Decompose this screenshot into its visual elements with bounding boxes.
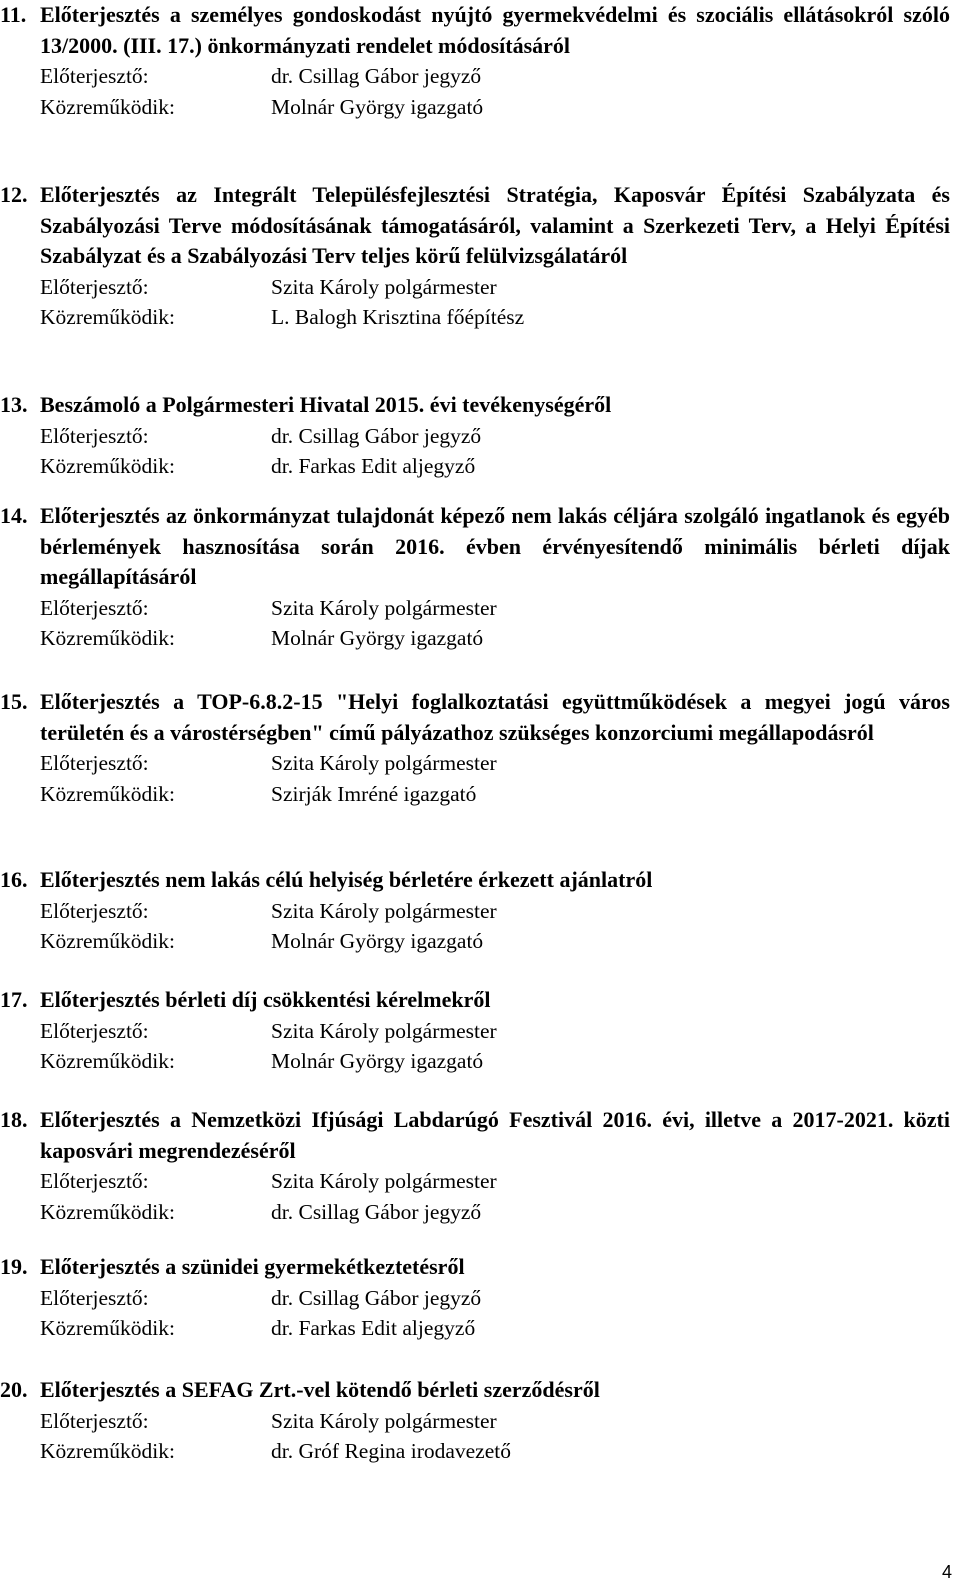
contributor-value: dr. Gróf Regina irodavezető (271, 1439, 511, 1463)
contributor-row (0, 451, 950, 482)
contributor-row (0, 1436, 950, 1467)
contributor-label: Közreműködik: (40, 1199, 175, 1224)
agenda-item-number: 19. (0, 1254, 28, 1279)
presenter-label: Előterjesztő: (40, 64, 149, 88)
contributor-label: Közreműködik: (40, 626, 175, 650)
contributor-value: dr. Farkas Edit aljegyző (271, 1316, 476, 1340)
presenter-value: dr. Csillag Gábor jegyző (271, 1285, 482, 1310)
presenter-label: Előterjesztő: (40, 751, 149, 775)
agenda-item-title: 16. Előterjesztés nem lakás célú helyiség bérletére érkezett ajánlatról (0, 865, 950, 896)
agenda-item-number: 16. (0, 867, 28, 892)
contributor-value: Szirják Imréné igazgató (271, 781, 477, 806)
presenter-row (0, 1283, 950, 1314)
contributor-row (0, 92, 950, 123)
contributor-row (0, 302, 950, 333)
agenda-item-title: 19. Előterjesztés a szünidei gyermekétkeztetésről (0, 1252, 950, 1283)
agenda-item-13 (0, 390, 950, 482)
presenter-value: Szita Károly polgármester (271, 751, 497, 775)
agenda-item-12 (0, 180, 950, 333)
presenter-value: dr. Csillag Gábor jegyző (271, 64, 482, 88)
agenda-item-number: 11. (0, 2, 27, 27)
presenter-value: Szita Károly polgármester (271, 274, 497, 299)
agenda-item-number: 18. (0, 1107, 28, 1132)
contributor-value: Molnár György igazgató (271, 626, 484, 650)
contributor-label: Közreműködik: (40, 781, 175, 806)
contributor-label: Közreműködik: (40, 1316, 175, 1340)
contributor-row (0, 779, 950, 810)
agenda-item-title: 13. Beszámoló a Polgármesteri Hivatal 2015. évi tevékenységéről (0, 390, 950, 421)
presenter-row (0, 61, 950, 92)
agenda-item-18 (0, 1105, 950, 1227)
agenda-item-17 (0, 985, 950, 1077)
agenda-item-title: 14. Előterjesztés az önkormányzat tulajdonát képező nem lakás céljára szolgáló ingatlanok és egyéb bérlemények hasznosítása során 2016. évben érvényesítendő minimális bérleti díjak megállapításáról (0, 503, 950, 589)
presenter-value: Szita Károly polgármester (271, 1018, 497, 1043)
contributor-row (0, 1046, 950, 1077)
agenda-item-title: 20. Előterjesztés a SEFAG Zrt.-vel kötendő bérleti szerződésről (0, 1375, 950, 1406)
contributor-value: dr. Csillag Gábor jegyző (271, 1199, 482, 1224)
presenter-label: Előterjesztő: (40, 423, 149, 448)
presenter-row (0, 896, 950, 927)
contributor-value: Molnár György igazgató (271, 929, 484, 953)
presenter-label: Előterjesztő: (40, 595, 149, 620)
presenter-row (0, 1016, 950, 1047)
presenter-value: Szita Károly polgármester (271, 1408, 497, 1433)
presenter-value: Szita Károly polgármester (271, 898, 497, 923)
agenda-item-title: 17. Előterjesztés bérleti díj csökkentési kérelmekről (0, 985, 950, 1016)
agenda-item-title: 12. Előterjesztés az Integrált Településfejlesztési Stratégia, Kaposvár Építési Szabályzata és Szabályozási Terve módosításának támogatásáról, valamint a Szerkezeti Terv, a Helyi Építési Szabályzat és a Szabályozási Terv teljes körű felülvizsgálatáról (0, 182, 950, 268)
presenter-label: Előterjesztő: (40, 1408, 149, 1433)
agenda-item-15 (0, 687, 950, 809)
agenda-item-title: 15. Előterjesztés a TOP-6.8.2-15 "Helyi foglalkoztatási együttműködések a megyei jogú város területén és a várostérségben" című pályázathoz szükséges konzorciumi megállapodásról (0, 689, 950, 745)
contributor-label: Közreműködik: (40, 305, 175, 329)
contributor-row (0, 926, 950, 957)
contributor-row (0, 623, 950, 654)
presenter-row (0, 593, 950, 624)
agenda-item-number: 13. (0, 392, 28, 417)
contributor-value: L. Balogh Krisztina főépítész (271, 305, 525, 329)
agenda-item-title: 18. Előterjesztés a Nemzetközi Ifjúsági Labdarúgó Fesztivál 2016. évi, illetve a 2017-2021. közti kaposvári megrendezéséről (0, 1107, 950, 1163)
agenda-item-11 (0, 0, 950, 122)
presenter-label: Előterjesztő: (40, 1018, 149, 1043)
agenda-item-16 (0, 865, 950, 957)
presenter-row (0, 748, 950, 779)
contributor-value: dr. Farkas Edit aljegyző (271, 454, 476, 478)
presenter-value: Szita Károly polgármester (271, 595, 497, 620)
presenter-row (0, 421, 950, 452)
agenda-item-title: 11. Előterjesztés a személyes gondoskodást nyújtó gyermekvédelmi és szociális ellátásokról szóló 13/2000. (III. 17.) önkormányzati rendelet módosításáról (0, 2, 950, 58)
presenter-label: Előterjesztő: (40, 274, 149, 299)
presenter-row (0, 272, 950, 303)
agenda-item-number: 17. (0, 987, 28, 1012)
contributor-value: Molnár György igazgató (271, 94, 484, 119)
contributor-label: Közreműködik: (40, 929, 175, 953)
agenda-item-14 (0, 501, 950, 654)
presenter-value: Szita Károly polgármester (271, 1169, 497, 1193)
presenter-label: Előterjesztő: (40, 1169, 149, 1193)
presenter-row (0, 1406, 950, 1437)
page-number: 4 (941, 1562, 952, 1582)
agenda-item-number: 15. (0, 689, 28, 714)
presenter-row (0, 1166, 950, 1197)
presenter-label: Előterjesztő: (40, 898, 149, 923)
presenter-value: dr. Csillag Gábor jegyző (271, 423, 482, 448)
agenda-item-number: 14. (0, 503, 28, 528)
agenda-item-19 (0, 1252, 950, 1344)
agenda-item-20 (0, 1375, 950, 1467)
agenda-item-number: 12. (0, 182, 28, 207)
contributor-label: Közreműködik: (40, 94, 175, 119)
contributor-value: Molnár György igazgató (271, 1049, 484, 1073)
contributor-label: Közreműködik: (40, 1439, 175, 1463)
contributor-label: Közreműködik: (40, 454, 175, 478)
contributor-label: Közreműködik: (40, 1049, 175, 1073)
agenda-item-number: 20. (0, 1377, 28, 1402)
presenter-label: Előterjesztő: (40, 1285, 149, 1310)
contributor-row (0, 1197, 950, 1228)
contributor-row (0, 1313, 950, 1344)
